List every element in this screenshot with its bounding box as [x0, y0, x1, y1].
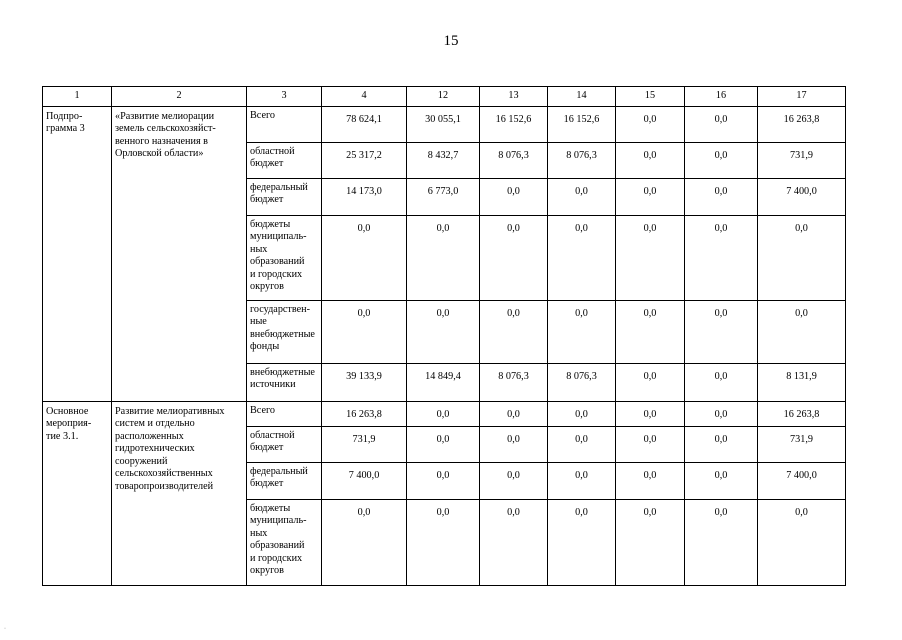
amount-cell: 0,0 [685, 143, 758, 179]
column-header: 12 [407, 87, 480, 107]
amount-cell: 0,0 [685, 301, 758, 364]
amount-cell: 39 133,9 [322, 364, 407, 402]
amount-cell: 8 432,7 [407, 143, 480, 179]
amount-cell: 0,0 [616, 463, 685, 500]
amount-cell: 0,0 [322, 500, 407, 586]
amount-cell: 8 076,3 [548, 364, 616, 402]
table-row [43, 107, 846, 143]
amount-cell: 0,0 [480, 402, 548, 427]
page-number: 15 [443, 33, 459, 49]
amount-cell: 0,0 [407, 402, 480, 427]
amount-cell: 0,0 [548, 402, 616, 427]
budget-table [42, 86, 846, 586]
amount-cell: 731,9 [322, 427, 407, 463]
amount-cell: 0,0 [548, 427, 616, 463]
amount-cell: 0,0 [685, 500, 758, 586]
amount-cell: 0,0 [616, 500, 685, 586]
amount-cell: 0,0 [407, 427, 480, 463]
column-header: 4 [322, 87, 407, 107]
amount-cell: 0,0 [407, 500, 480, 586]
funding-source: внебюджетные источники [247, 364, 322, 402]
header-row [43, 87, 846, 107]
amount-cell: 6 773,0 [407, 179, 480, 216]
amount-cell: 7 400,0 [758, 179, 846, 216]
amount-cell: 0,0 [480, 179, 548, 216]
funding-source: федеральный бюджет [247, 179, 322, 216]
table-row [43, 402, 846, 427]
amount-cell: 0,0 [616, 179, 685, 216]
amount-cell: 30 055,1 [407, 107, 480, 143]
amount-cell: 0,0 [480, 463, 548, 500]
funding-source: областной бюджет [247, 427, 322, 463]
column-header: 17 [758, 87, 846, 107]
column-header: 16 [685, 87, 758, 107]
amount-cell: 0,0 [548, 463, 616, 500]
amount-cell: 0,0 [685, 364, 758, 402]
amount-cell: 0,0 [685, 179, 758, 216]
amount-cell: 0,0 [616, 216, 685, 301]
amount-cell: 25 317,2 [322, 143, 407, 179]
amount-cell: 0,0 [548, 500, 616, 586]
amount-cell: 0,0 [616, 143, 685, 179]
amount-cell: 0,0 [758, 301, 846, 364]
amount-cell: 0,0 [407, 216, 480, 301]
amount-cell: 8 076,3 [548, 143, 616, 179]
amount-cell: 16 152,6 [548, 107, 616, 143]
amount-cell: 0,0 [548, 301, 616, 364]
amount-cell: 0,0 [407, 463, 480, 500]
amount-cell: 0,0 [685, 463, 758, 500]
amount-cell: 731,9 [758, 427, 846, 463]
funding-source: областной бюджет [247, 143, 322, 179]
amount-cell: 0,0 [685, 107, 758, 143]
amount-cell: 0,0 [322, 301, 407, 364]
column-header: 1 [43, 87, 112, 107]
amount-cell: 0,0 [480, 216, 548, 301]
amount-cell: 0,0 [616, 364, 685, 402]
amount-cell: 0,0 [758, 216, 846, 301]
amount-cell: 0,0 [616, 107, 685, 143]
amount-cell: 0,0 [616, 301, 685, 364]
funding-source: федеральный бюджет [247, 463, 322, 500]
program-title: Развитие мелиоративных систем и отдельно расположенных гидротехнических сооружений сельскохозяйственных товаропроизводителей [112, 402, 247, 586]
amount-cell: 0,0 [685, 427, 758, 463]
program-code: Подпро- грамма 3 [43, 107, 112, 402]
amount-cell: 0,0 [616, 427, 685, 463]
amount-cell: 7 400,0 [758, 463, 846, 500]
amount-cell: 0,0 [548, 216, 616, 301]
amount-cell: 0,0 [407, 301, 480, 364]
funding-source: бюджеты муниципаль- ных образований и городских округов [247, 500, 322, 586]
amount-cell: 8 131,9 [758, 364, 846, 402]
program-title: «Развитие мелиорации земель сельскохозяйст- венного назначения в Орловской области» [112, 107, 247, 402]
amount-cell: 8 076,3 [480, 143, 548, 179]
amount-cell: 0,0 [616, 402, 685, 427]
amount-cell: 0,0 [480, 427, 548, 463]
column-header: 14 [548, 87, 616, 107]
amount-cell: 78 624,1 [322, 107, 407, 143]
amount-cell: 8 076,3 [480, 364, 548, 402]
amount-cell: 16 263,8 [322, 402, 407, 427]
amount-cell: 0,0 [480, 500, 548, 586]
column-header: 13 [480, 87, 548, 107]
amount-cell: 0,0 [685, 402, 758, 427]
amount-cell: 7 400,0 [322, 463, 407, 500]
funding-source: Всего [247, 402, 322, 427]
scan-mark: · [4, 626, 6, 632]
amount-cell: 731,9 [758, 143, 846, 179]
funding-source: бюджеты муниципаль- ных образований и городских округов [247, 216, 322, 301]
amount-cell: 0,0 [548, 179, 616, 216]
amount-cell: 0,0 [685, 216, 758, 301]
amount-cell: 16 263,8 [758, 107, 846, 143]
column-header: 2 [112, 87, 247, 107]
amount-cell: 16 152,6 [480, 107, 548, 143]
amount-cell: 0,0 [480, 301, 548, 364]
funding-source: государствен- ные внебюджетные фонды [247, 301, 322, 364]
amount-cell: 0,0 [322, 216, 407, 301]
funding-source: Всего [247, 107, 322, 143]
column-header: 15 [616, 87, 685, 107]
amount-cell: 14 173,0 [322, 179, 407, 216]
program-code: Основное мероприя- тие 3.1. [43, 402, 112, 586]
column-header: 3 [247, 87, 322, 107]
amount-cell: 16 263,8 [758, 402, 846, 427]
amount-cell: 0,0 [758, 500, 846, 586]
amount-cell: 14 849,4 [407, 364, 480, 402]
